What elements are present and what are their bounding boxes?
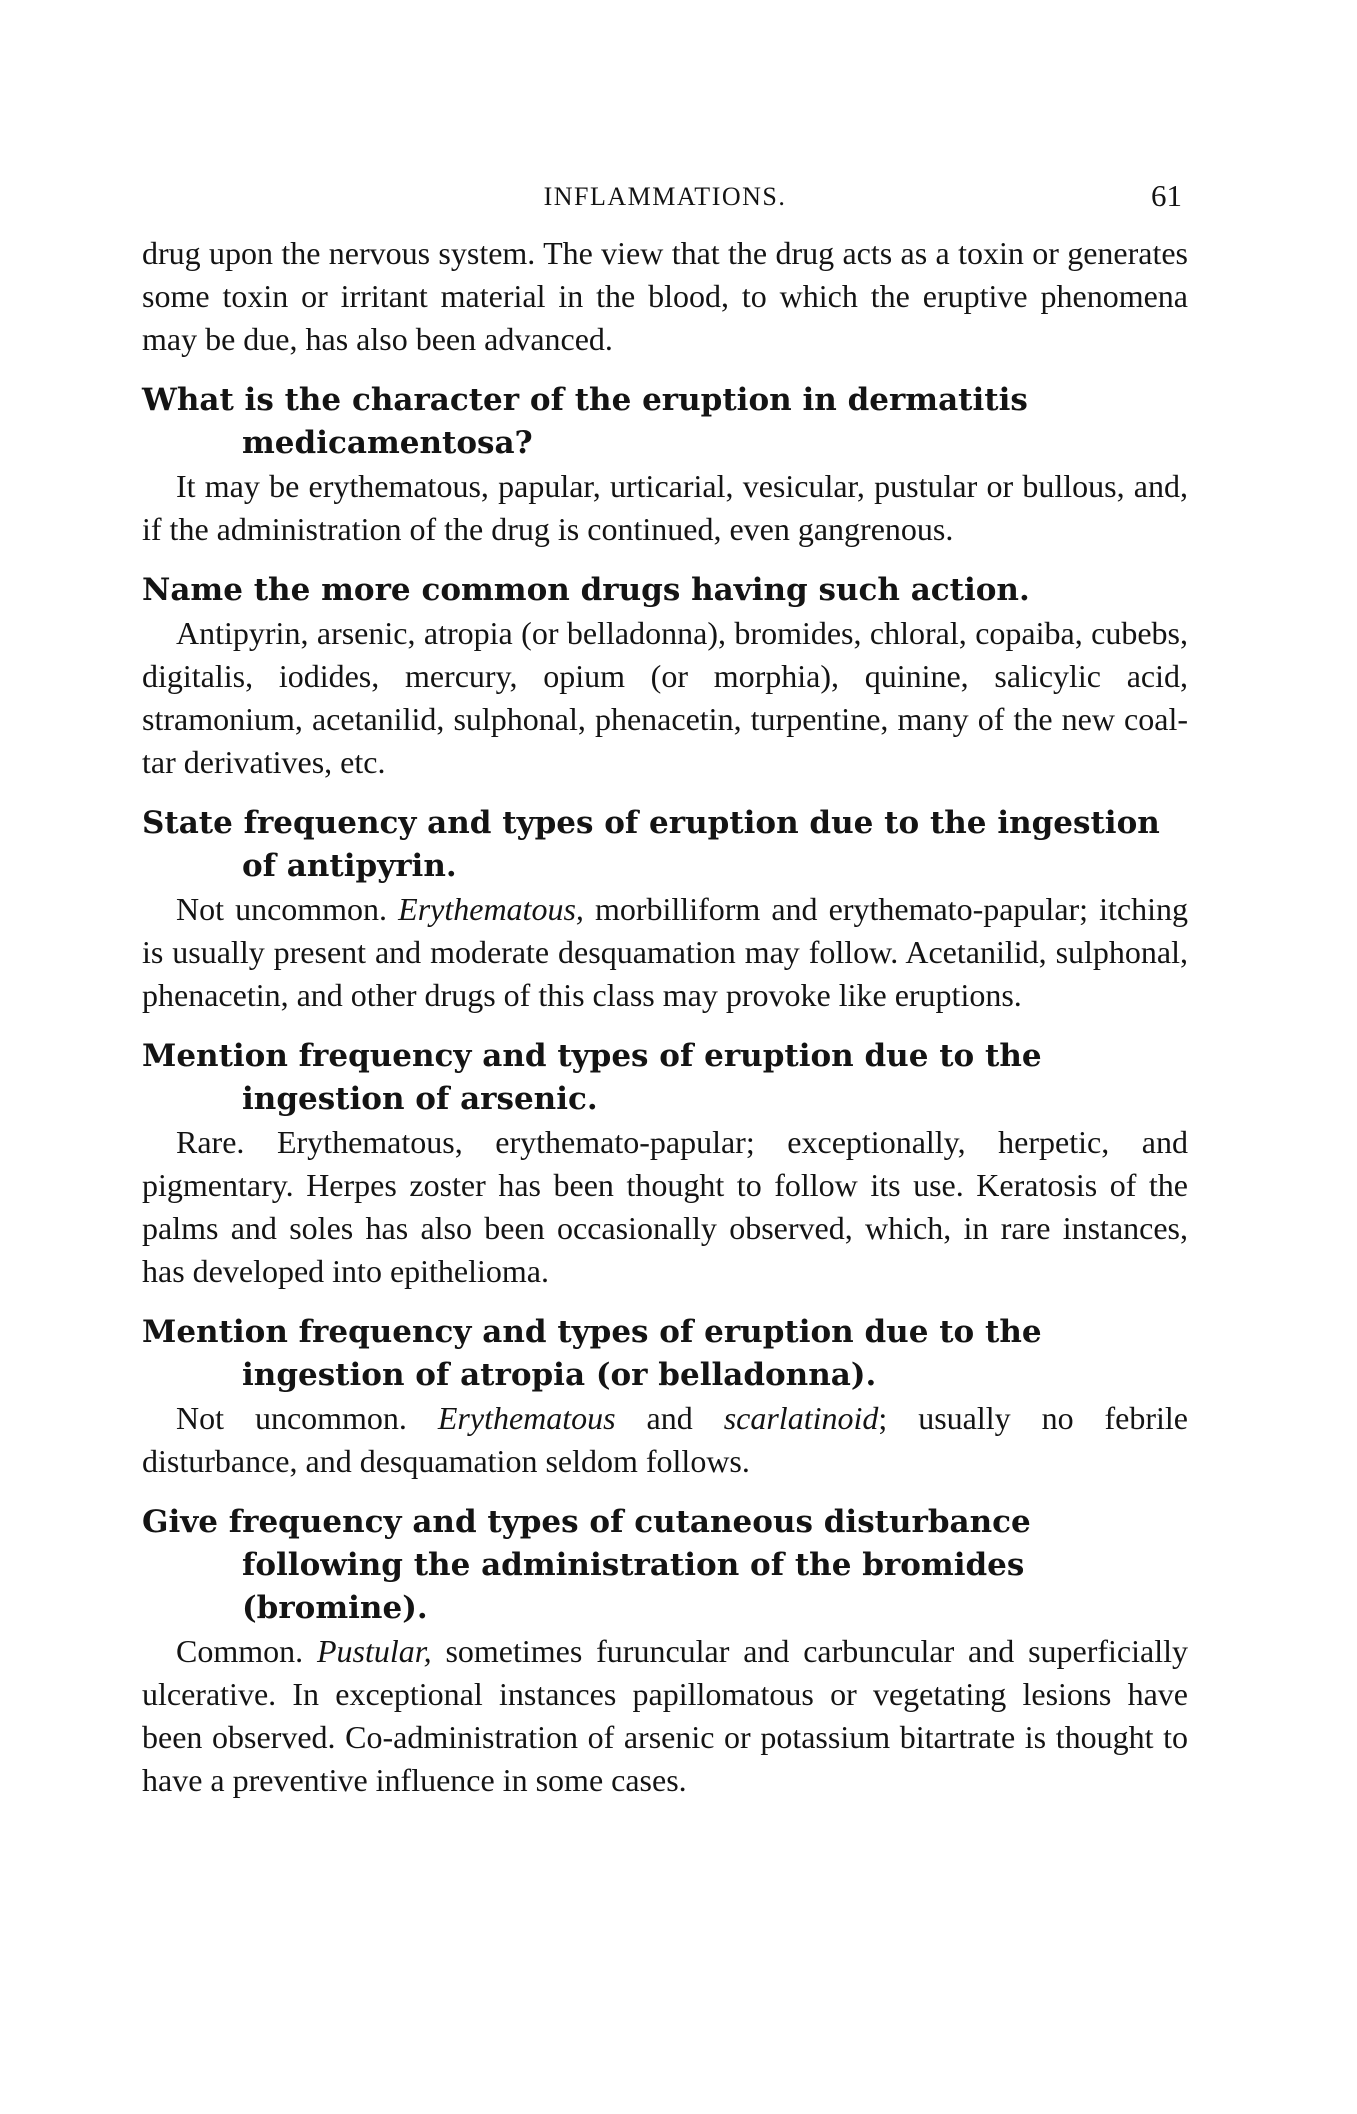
question-heading: Give frequency and types of cutaneous disturbance following the administration of the bromides (bromine). xyxy=(142,1504,1031,1626)
answer-rest: ; usually no febrile disturbance, and desquamation seldom follows. xyxy=(142,1400,1188,1479)
qa-block-common-drugs xyxy=(142,569,1188,784)
answer-emphasis: Erythematous xyxy=(437,1400,616,1436)
answer-paragraph xyxy=(142,888,1188,1017)
answer-rest: sometimes furuncular and carbuncular and superficially ulcerative. In exceptional instances papillomatous or vegetating lesions have been observed. Co-administration of arsenic or potassium bitartrate is thought to have a preventive influence in some cases. xyxy=(142,1633,1188,1798)
answer-paragraph xyxy=(142,1397,1188,1483)
answer-lead: Not uncommon. xyxy=(176,1400,407,1436)
answer-emphasis-2: scarlatinoid xyxy=(723,1400,879,1436)
qa-block-bromides xyxy=(142,1501,1188,1802)
answer-lead: Not uncommon. xyxy=(176,891,388,927)
question-heading: Name the more common drugs having such action. xyxy=(142,572,1030,608)
question-heading: Mention frequency and types of eruption due to the ingestion of arsenic. xyxy=(142,1038,1042,1117)
qa-block-antipyrin xyxy=(142,802,1188,1017)
answer-paragraph: Antipyrin, arsenic, atropia (or belladonna), bromides, chloral, copaiba, cubebs, digitalis, iodides, mercury, opium (or morphia), quinine, salicylic acid, stramonium, acetanilid, sulphonal, phenacetin, turpentine, many of the new coal-tar derivatives, etc. xyxy=(142,615,1188,780)
question-heading: Mention frequency and types of eruption due to the ingestion of atropia (or belladonna). xyxy=(142,1314,1042,1393)
running-head xyxy=(142,178,1188,218)
answer-paragraph: Rare. Erythematous, erythemato-papular; exceptionally, herpetic, and pigmentary. Herpes zoster has been thought to follow its use. Keratosis of the palms and soles has also been occasionally observed, which, in rare instances, has developed into epithelioma. xyxy=(142,1124,1188,1289)
answer-emphasis: Erythematous, xyxy=(398,891,584,927)
question-heading: What is the character of the eruption in dermatitis medicamentosa? xyxy=(142,382,1028,461)
qa-block-arsenic xyxy=(142,1035,1188,1293)
running-title: INFLAMMATIONS. xyxy=(543,182,787,211)
question-heading: State frequency and types of eruption due to the ingestion of antipyrin. xyxy=(142,805,1160,884)
page-number: 61 xyxy=(1151,178,1182,213)
answer-rest: morbilliform and erythemato-papular; itching is usually present and moderate desquamation may follow. Acetanilid, sulphonal, phenacetin, and other drugs of this class may provoke like eruptions. xyxy=(142,891,1189,1013)
qa-block-atropia xyxy=(142,1311,1188,1483)
answer-lead: Common. xyxy=(176,1633,304,1669)
answer-emphasis: Pustular, xyxy=(316,1633,432,1669)
qa-block-character xyxy=(142,379,1188,551)
answer-paragraph xyxy=(142,1630,1188,1802)
answer-paragraph: It may be erythematous, papular, urticarial, vesicular, pustular or bullous, and, if the administration of the drug is continued, even gangrenous. xyxy=(142,468,1188,547)
answer-mid: and xyxy=(646,1400,693,1436)
intro-paragraph: drug upon the nervous system. The view that the drug acts as a toxin or generates some toxin or irritant material in the blood, to which the eruptive phenomena may be due, has also been advanced. xyxy=(142,235,1188,357)
book-page xyxy=(142,178,1188,1802)
